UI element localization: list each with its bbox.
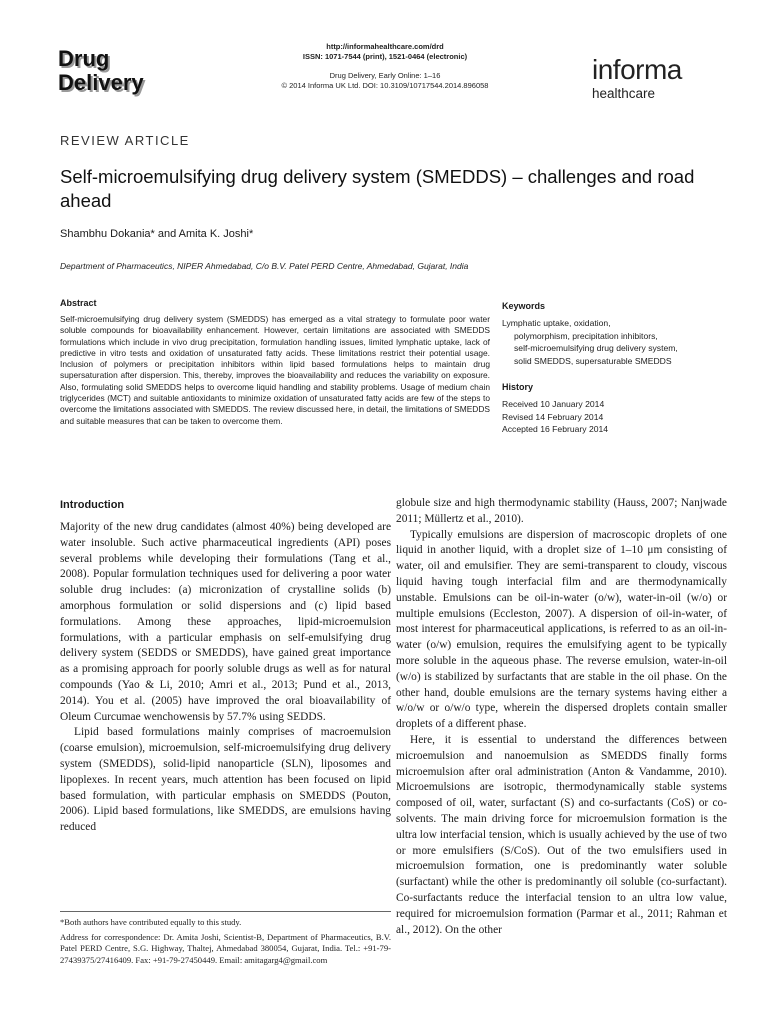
footnotes — [60, 911, 391, 970]
header-meta — [250, 42, 520, 91]
footnote-equal-contribution: *Both authors have contributed equally to this study. — [60, 917, 242, 927]
sidebar-info — [502, 300, 717, 436]
keyword-line: self-microemulsifying drug delivery system, — [514, 343, 678, 353]
keywords-list — [502, 317, 717, 367]
article-type: REVIEW ARTICLE — [60, 133, 190, 148]
issn: ISSN: 1071-7544 (print), 1521-0464 (electronic) — [302, 52, 468, 61]
footnote-correspondence: Address for correspondence: Dr. Amita Joshi, Scientist-B, Department of Pharmaceutics, B.V. Patel PERD Centre, S.G. Highway, Thaltej, Ahmedabad 380054, Gujarat, India. Tel.: +91-79-27439375/27416409. Fax: +91-79-27450449. Email: amitagarg4@gmail.com — [60, 932, 391, 965]
history-revised: Revised 14 February 2014 — [502, 411, 604, 422]
article-title: Self-microemulsifying drug delivery system (SMEDDS) – challenges and road ahead — [60, 166, 695, 211]
body-left-column — [60, 498, 391, 836]
body-right-column — [396, 496, 727, 938]
abstract-text: Self-microemulsifying drug delivery system (SMEDDS) has emerged as a vital strategy to formulate poor water soluble compounds for bioavailability enhancement. However, certain limitations are associated with SMEDDS formulations which include in vivo drug precipitation, formulation handling issues, limited lymphatic uptake, lack of predictive in vitro tests and oxidation of unsaturated fatty acids. These limitations restrict their potential usage. Inclusion of polymers or precipitation inhibitors within lipid based formulations helps to maintain drug supersaturation after dispersion. This, thereby, improves the bioavailability and reduces the variability on exposure. Also, formulating solid SMEDDS helps to overcome liquid handling and stability problems. Usage of medium chain triglycerides (MCT) and suitable antioxidants to minimize oxidation of unsaturated fatty acids are few of the steps to overcome the limitations associated with SMEDDS. The review discussed here, in detail, the limitations of SMEDDS and suitable measures that can be taken to overcome them. — [60, 314, 490, 426]
body-paragraph: Here, it is essential to understand the differences between microemulsion and nanoemulsion as SMEDDS finally forms microemulsion after oral administration (Anton & Vandamme, 2010). Microemulsions are isotropic, thermodynamically stable systems composed of oil, water, surfactant (S) and co-surfactants (CoS) or co-solvents. The main driving force for microemulsion formation is the ultra low interfacial tension, which is usually achieved by the use of two or more emulsifiers (S/CoS). Out of the two emulsifiers used in microemulsion formation, one is predominantly water soluble (surfactant) while the other is predominantly oil soluble (co-surfactant). Co-surfactants reduce the interfacial tension to an ultra low value, required for microemulsion formation (Parmar et al., 2011; Rahman et al., 2012). On the other — [396, 733, 727, 936]
publisher-sub: healthcare — [592, 86, 656, 101]
section-heading-introduction: Introduction — [60, 499, 125, 511]
keyword-line: Lymphatic uptake, oxidation, — [502, 318, 611, 328]
body-paragraph: globule size and high thermodynamic stability (Hauss, 2007; Nanjwade 2011; Müllertz et al., 2010). — [396, 497, 727, 525]
publisher-logo — [592, 56, 682, 102]
body-paragraph: Majority of the new drug candidates (almost 40%) being developed are water insoluble. Such active pharmaceutical ingredients (API) poses several problems while developing their formulations (Tang et al., 2008). Popular formulation techniques used for delivering a poor water soluble drug includes: (a) micronization of crystalline solids (b) amorphous formulation or solid dispersions and (c) lipid based formulations. Among these approaches, lipid-microemulsion formulations, with a particular emphasis on self-emulsifying drug delivery system (SEDDS or SMEDDS), have gained great importance as a promising approach for poorly soluble drugs as well as for natural compounds (Yao & Li, 2010; Amri et al., 2013; Pund et al., 2013, 2014). You et al. (2005) have improved the oral bioavailability of Oleum Curcumae wenchowensis by 57.7% using SEDDS. — [60, 521, 391, 723]
keywords-heading: Keywords — [502, 301, 546, 311]
journal-url[interactable]: http://informahealthcare.com/drd — [326, 42, 444, 51]
history-received: Received 10 January 2014 — [502, 399, 605, 409]
publisher-name: informa — [592, 54, 682, 85]
journal-logo-text: Drug Delivery — [58, 46, 144, 95]
citation: Drug Delivery, Early Online: 1–16 — [329, 71, 441, 80]
history-list — [502, 398, 717, 436]
keyword-line: solid SMEDDS, supersaturable SMEDDS — [514, 355, 672, 366]
keyword-line: polymorphism, precipitation inhibitors, — [514, 330, 658, 341]
body-paragraph: Lipid based formulations mainly comprises of macroemulsion (coarse emulsion), microemulsion, self-microemulsifying drug delivery system (SMEDDS), solid-lipid nanoparticle (SLN), liposomes and lipoplexes. In recent years, much attention has been focused on lipid based formulation, with particular emphasis on SMEDDS (Pouton, 2006). Lipid based formulations, like SMEDDS, are emulsions having reduced — [60, 726, 391, 834]
abstract-section — [60, 297, 490, 427]
journal-logo — [58, 47, 168, 95]
history-accepted: Accepted 16 February 2014 — [502, 424, 609, 434]
abstract-heading: Abstract — [60, 298, 97, 308]
history-heading: History — [502, 382, 534, 392]
body-paragraph: Typically emulsions are dispersion of macroscopic droplets of one liquid in another liquid, with a droplet size of 1–10 μm consisting of water, oil and emulsifier. They are semi-transparent to cloudy, viscous liquid having tough interfacial film and are thermodynamically unstable. Emulsions can be oil-in-water (o/w), water-in-oil (w/o) or multiple emulsions (Eccleston, 2007). A dispersion of oil-in-water, of most interest for pharmaceutical applications, is referred to as an oil-in-water (o/w) emulsion, requires the emulsifying agent to be typically more soluble in the aqueous phase. The reverse emulsion, water-in-oil (w/o) is stabilized by surfactants that are stable in the oil phase. On the other hand, double emulsions are the ternary systems having either a w/o/w or o/w/o type, wherein the dispersed droplets contain smaller droplets of a different phase. — [396, 528, 727, 731]
affiliation: Department of Pharmaceutics, NIPER Ahmedabad, C/o B.V. Patel PERD Centre, Ahmedabad, Gujarat, India — [60, 261, 469, 271]
copyright-doi: © 2014 Informa UK Ltd. DOI: 10.3109/10717544.2014.896058 — [281, 81, 489, 90]
authors: Shambhu Dokania* and Amita K. Joshi* — [60, 228, 254, 240]
